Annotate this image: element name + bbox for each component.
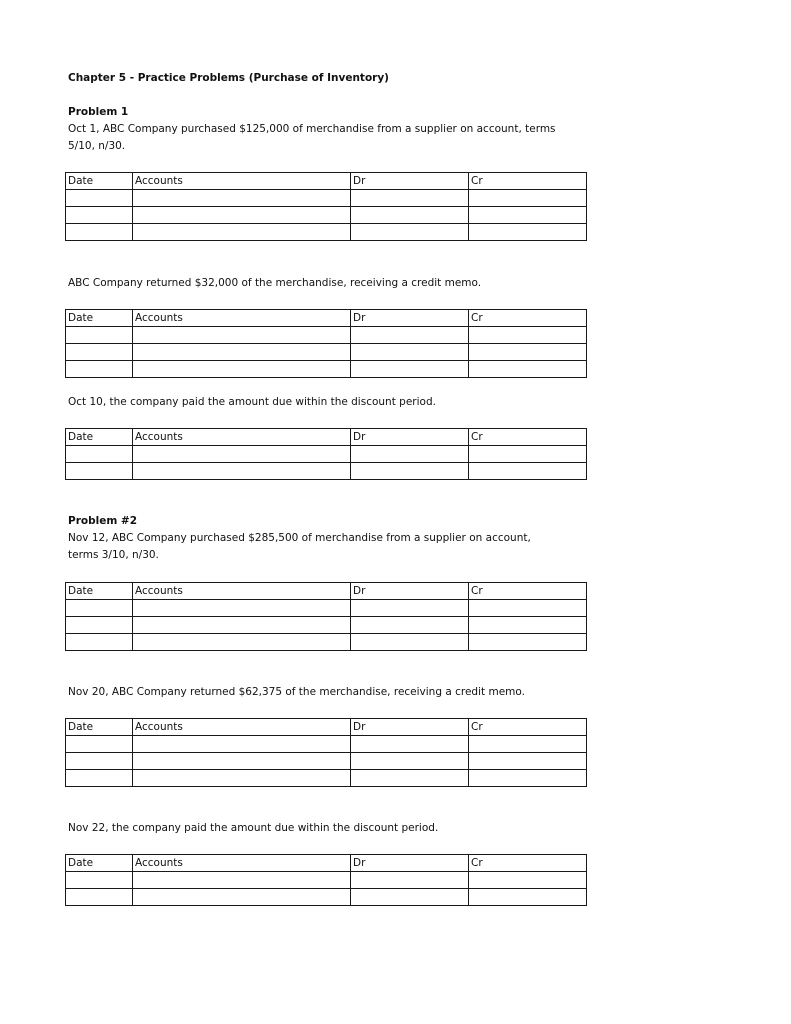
dr-cell[interactable] [351, 736, 469, 753]
journal-row [66, 600, 587, 617]
dr-cell[interactable] [351, 207, 469, 224]
accounts-cell[interactable] [133, 446, 351, 463]
accounts-cell[interactable] [133, 736, 351, 753]
cr-header: Cr [469, 310, 587, 327]
cr-cell[interactable] [469, 361, 587, 378]
journal-header-row [66, 583, 587, 600]
journal-row [66, 344, 587, 361]
accounts-cell[interactable] [133, 361, 351, 378]
dr-cell[interactable] [351, 463, 469, 480]
problem-1-return-text: ABC Company returned $32,000 of the merchandise, receiving a credit memo. [68, 277, 482, 289]
accounts-cell[interactable] [133, 753, 351, 770]
journal-header-row [66, 310, 587, 327]
accounts-cell[interactable] [133, 770, 351, 787]
date-cell[interactable] [66, 463, 133, 480]
journal-table-p1-return [65, 309, 587, 378]
journal-header-row [66, 429, 587, 446]
journal-row [66, 190, 587, 207]
journal-row [66, 736, 587, 753]
accounts-header: Accounts [133, 583, 351, 600]
cr-header: Cr [469, 429, 587, 446]
cr-header: Cr [469, 173, 587, 190]
accounts-cell[interactable] [133, 224, 351, 241]
dr-header: Dr [351, 719, 469, 736]
page-title: Chapter 5 - Practice Problems (Purchase of Inventory) [68, 72, 389, 84]
date-cell[interactable] [66, 224, 133, 241]
dr-cell[interactable] [351, 344, 469, 361]
cr-cell[interactable] [469, 327, 587, 344]
dr-cell[interactable] [351, 190, 469, 207]
cr-cell[interactable] [469, 617, 587, 634]
dr-header: Dr [351, 583, 469, 600]
date-cell[interactable] [66, 207, 133, 224]
date-header: Date [66, 855, 133, 872]
problem-1-purchase-text: Oct 1, ABC Company purchased $125,000 of merchandise from a supplier on account, terms 5/10, n/30. [68, 123, 556, 152]
accounts-cell[interactable] [133, 872, 351, 889]
cr-cell[interactable] [469, 600, 587, 617]
dr-cell[interactable] [351, 770, 469, 787]
cr-cell[interactable] [469, 889, 587, 906]
journal-table-p1-purchase [65, 172, 587, 241]
cr-cell[interactable] [469, 872, 587, 889]
accounts-cell[interactable] [133, 344, 351, 361]
journal-row [66, 207, 587, 224]
journal-row [66, 617, 587, 634]
journal-row [66, 889, 587, 906]
date-cell[interactable] [66, 361, 133, 378]
accounts-cell[interactable] [133, 634, 351, 651]
accounts-header: Accounts [133, 719, 351, 736]
dr-cell[interactable] [351, 617, 469, 634]
problem-1-payment-text: Oct 10, the company paid the amount due within the discount period. [68, 396, 436, 408]
accounts-cell[interactable] [133, 207, 351, 224]
cr-cell[interactable] [469, 190, 587, 207]
date-cell[interactable] [66, 327, 133, 344]
date-cell[interactable] [66, 634, 133, 651]
date-cell[interactable] [66, 344, 133, 361]
accounts-header: Accounts [133, 173, 351, 190]
date-cell[interactable] [66, 600, 133, 617]
cr-cell[interactable] [469, 446, 587, 463]
dr-header: Dr [351, 173, 469, 190]
date-header: Date [66, 429, 133, 446]
cr-header: Cr [469, 855, 587, 872]
journal-row [66, 361, 587, 378]
dr-cell[interactable] [351, 753, 469, 770]
problem-2-payment-text: Nov 22, the company paid the amount due within the discount period. [68, 822, 439, 834]
date-cell[interactable] [66, 889, 133, 906]
cr-cell[interactable] [469, 344, 587, 361]
dr-cell[interactable] [351, 872, 469, 889]
journal-row [66, 770, 587, 787]
date-cell[interactable] [66, 617, 133, 634]
date-header: Date [66, 173, 133, 190]
dr-cell[interactable] [351, 600, 469, 617]
date-cell[interactable] [66, 446, 133, 463]
journal-header-row [66, 173, 587, 190]
accounts-cell[interactable] [133, 463, 351, 480]
cr-cell[interactable] [469, 224, 587, 241]
date-cell[interactable] [66, 190, 133, 207]
journal-row [66, 327, 587, 344]
cr-cell[interactable] [469, 463, 587, 480]
dr-cell[interactable] [351, 327, 469, 344]
journal-header-row [66, 719, 587, 736]
journal-row [66, 634, 587, 651]
date-cell[interactable] [66, 770, 133, 787]
dr-header: Dr [351, 429, 469, 446]
journal-row [66, 872, 587, 889]
dr-cell[interactable] [351, 634, 469, 651]
journal-table-p1-payment [65, 428, 587, 480]
accounts-header: Accounts [133, 429, 351, 446]
accounts-cell[interactable] [133, 889, 351, 906]
date-cell[interactable] [66, 872, 133, 889]
date-cell[interactable] [66, 736, 133, 753]
cr-cell[interactable] [469, 753, 587, 770]
date-cell[interactable] [66, 753, 133, 770]
journal-header-row [66, 855, 587, 872]
problem-2-return-text: Nov 20, ABC Company returned $62,375 of the merchandise, receiving a credit memo. [68, 686, 525, 698]
date-header: Date [66, 583, 133, 600]
accounts-cell[interactable] [133, 617, 351, 634]
date-header: Date [66, 719, 133, 736]
journal-table-p2-return [65, 718, 587, 787]
problem-2-purchase-text: Nov 12, ABC Company purchased $285,500 of merchandise from a supplier on account, terms 3/10, n/30. [68, 532, 531, 561]
accounts-cell[interactable] [133, 190, 351, 207]
problem-1-heading: Problem 1 [68, 106, 129, 118]
accounts-cell[interactable] [133, 600, 351, 617]
cr-header: Cr [469, 719, 587, 736]
dr-header: Dr [351, 310, 469, 327]
dr-cell[interactable] [351, 361, 469, 378]
dr-header: Dr [351, 855, 469, 872]
date-header: Date [66, 310, 133, 327]
journal-table-p2-purchase [65, 582, 587, 651]
journal-row [66, 753, 587, 770]
cr-cell[interactable] [469, 770, 587, 787]
problem-2-heading: Problem #2 [68, 515, 138, 527]
cr-cell[interactable] [469, 736, 587, 753]
accounts-cell[interactable] [133, 327, 351, 344]
accounts-header: Accounts [133, 855, 351, 872]
dr-cell[interactable] [351, 446, 469, 463]
cr-cell[interactable] [469, 207, 587, 224]
journal-row [66, 446, 587, 463]
accounts-header: Accounts [133, 310, 351, 327]
journal-table-p2-payment [65, 854, 587, 906]
journal-row [66, 224, 587, 241]
cr-header: Cr [469, 583, 587, 600]
cr-cell[interactable] [469, 634, 587, 651]
dr-cell[interactable] [351, 224, 469, 241]
dr-cell[interactable] [351, 889, 469, 906]
journal-row [66, 463, 587, 480]
